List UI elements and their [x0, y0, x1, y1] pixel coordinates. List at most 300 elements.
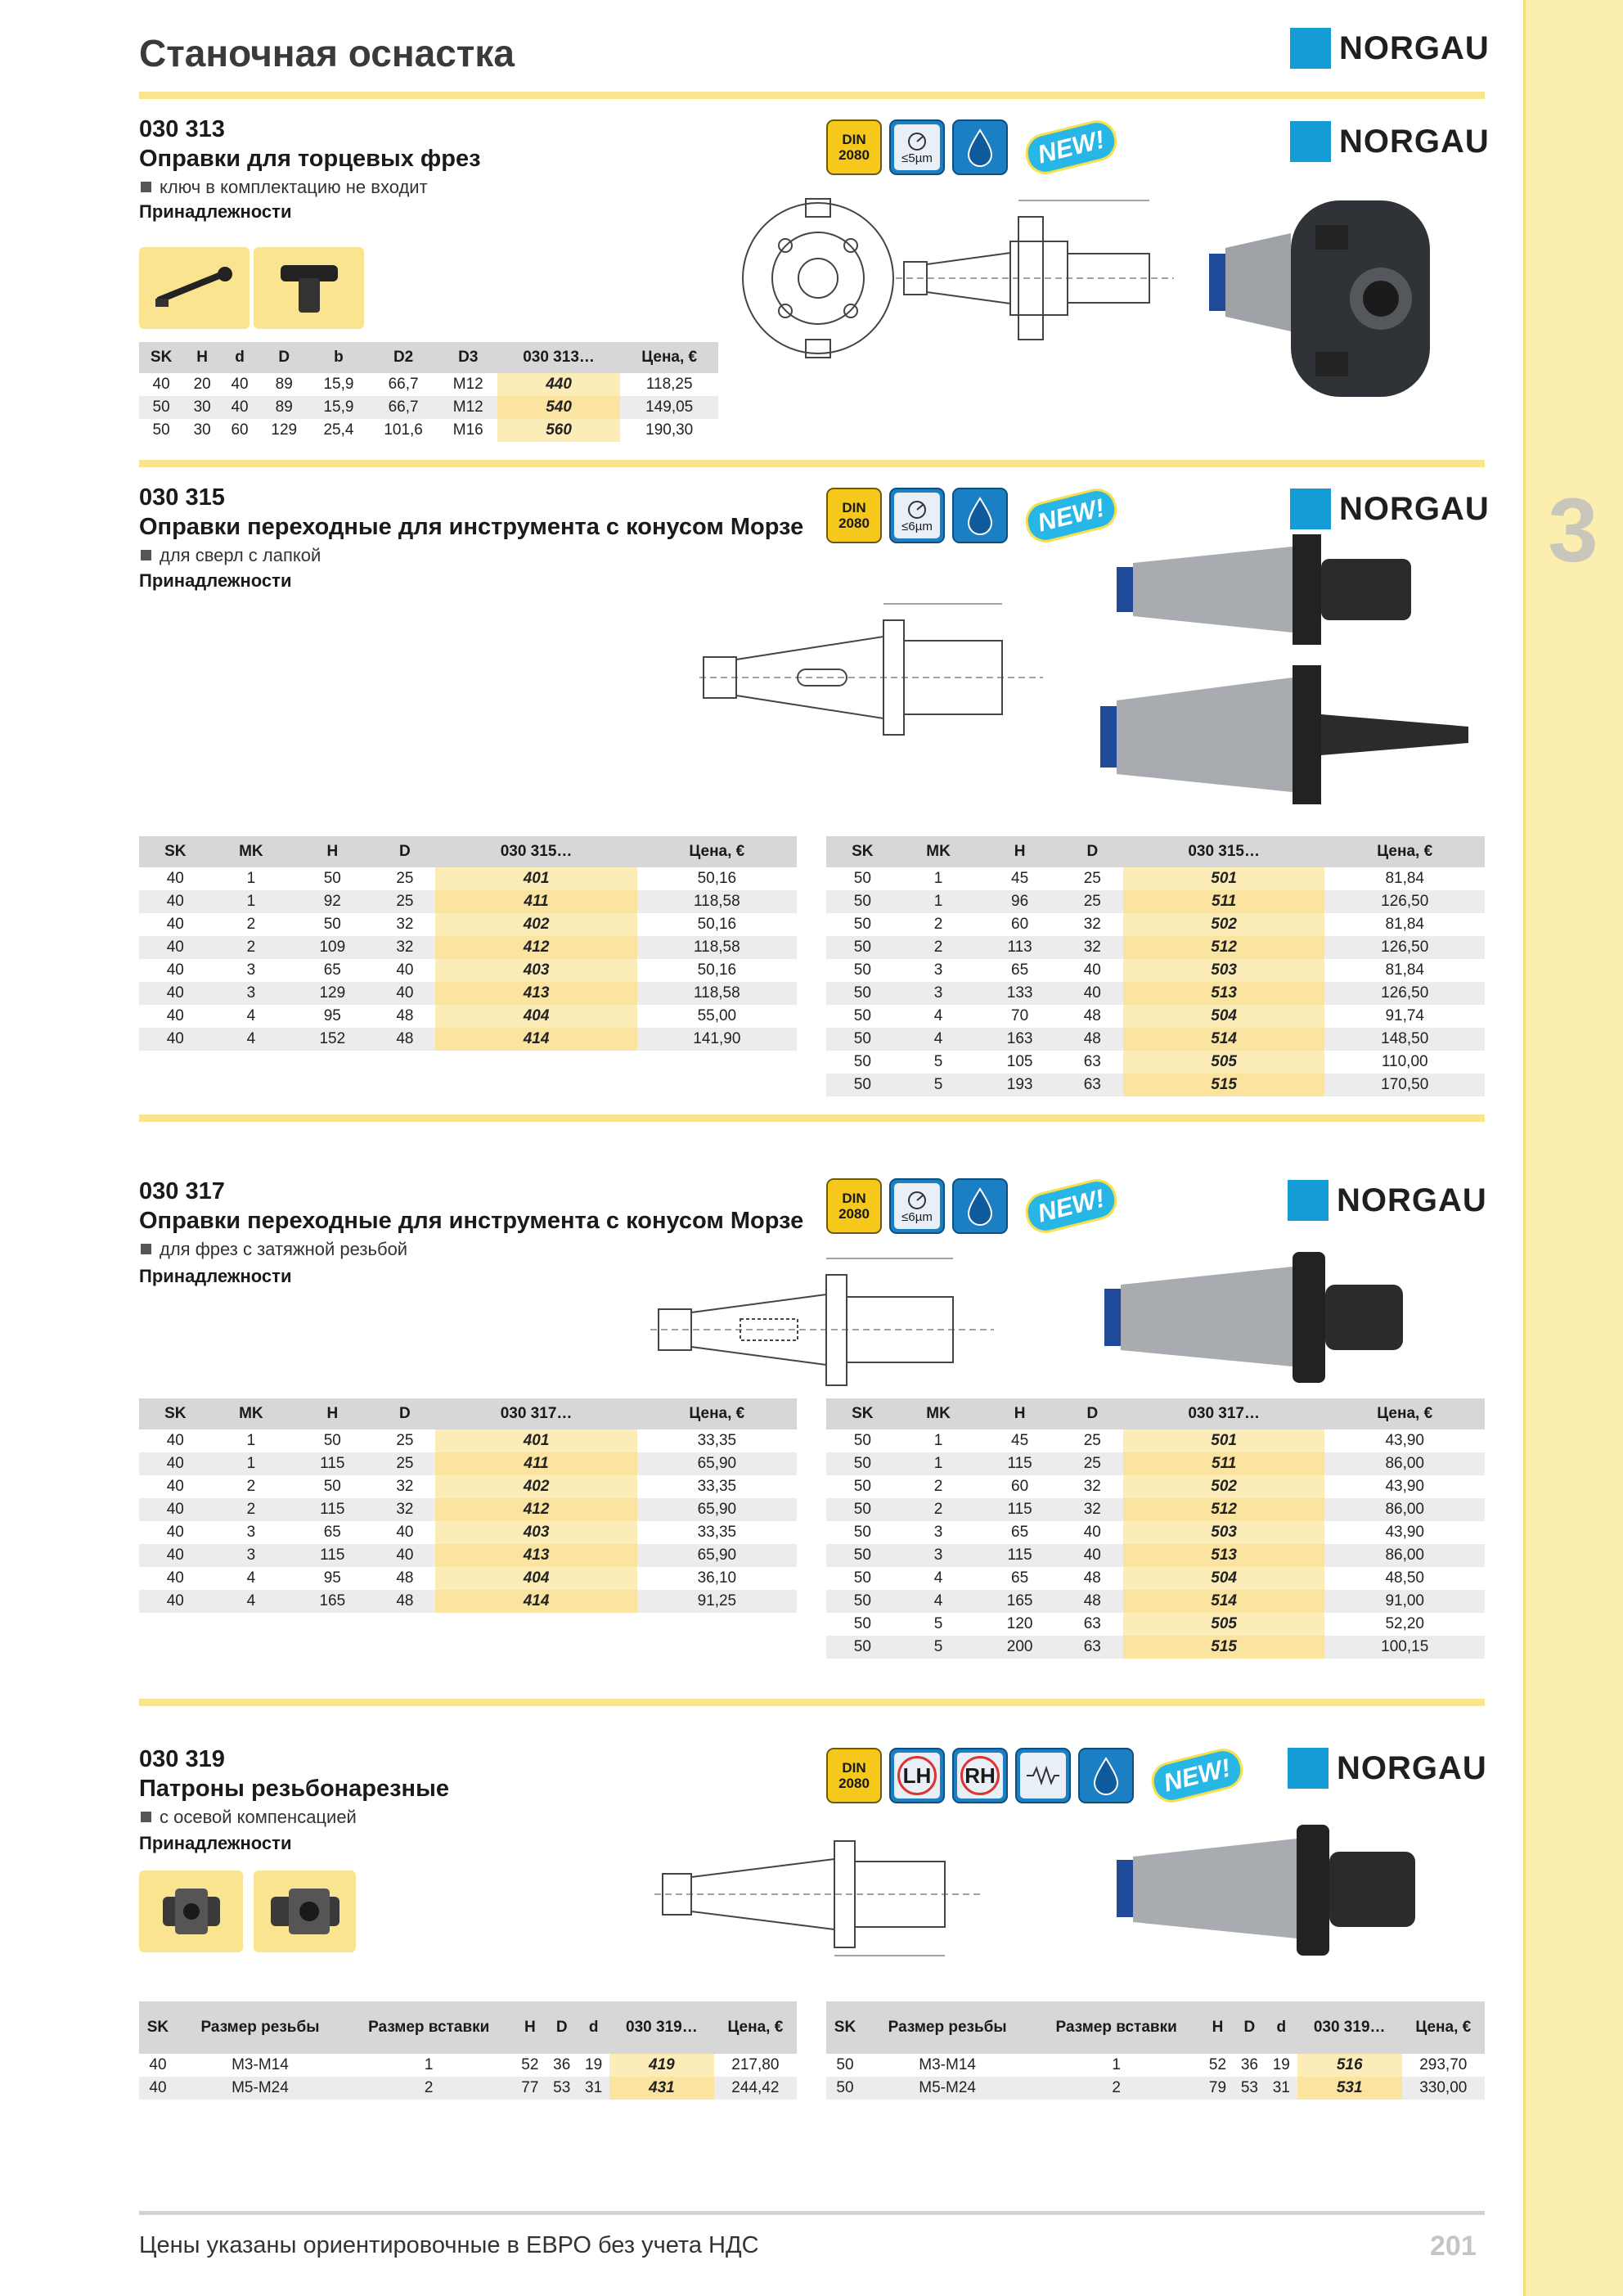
accessory-nut[interactable] [254, 247, 364, 329]
spec-table-319-sk40 [139, 2001, 797, 2100]
brand-logo: NORGAU [1290, 488, 1490, 529]
spec-table-319-sk50 [826, 2001, 1485, 2100]
table-cell: 40 [396, 1524, 414, 1541]
table-cell: 152 [290, 1028, 374, 1051]
table-cell: 32 [1083, 1478, 1101, 1495]
table-cell: 3 [899, 982, 978, 1005]
table-cell: 126,50 [1324, 936, 1485, 959]
table-cell: 50,16 [697, 870, 737, 887]
table-cell: 33,35 [697, 1524, 737, 1541]
table-cell: 170,50 [1324, 1074, 1485, 1096]
table-cell: 3 [933, 1524, 943, 1541]
table-cell: 115 [290, 1452, 374, 1475]
table-cell: 25 [1083, 1432, 1101, 1449]
table-cell: 65 [323, 1524, 341, 1541]
table-row [826, 1475, 1485, 1498]
table-cell: 2 [899, 936, 978, 959]
table-cell: 1 [899, 1452, 978, 1475]
article-code-cell: 503 [1123, 959, 1325, 982]
article-code-cell: 531 [1297, 2077, 1402, 2100]
article-code-cell: 414 [435, 1028, 636, 1051]
table-cell: 50 [853, 916, 871, 933]
table-cell: 50 [853, 961, 871, 979]
table-cell: 40 [166, 961, 184, 979]
table-cell: 40 [139, 982, 212, 1005]
table-cell: 92 [290, 890, 374, 913]
feature-badges [826, 1178, 1117, 1234]
table-cell: 63 [1083, 1053, 1101, 1070]
section-code: 030 319 [139, 1746, 225, 1772]
table-cell: 4 [246, 1007, 256, 1024]
table-cell: 86,00 [1324, 1544, 1485, 1567]
article-code-cell: 514 [1123, 1590, 1325, 1613]
brand-square-icon [1288, 1748, 1329, 1789]
table-cell: 55,00 [697, 1007, 737, 1024]
table-row [139, 1452, 797, 1475]
table-cell: 110,00 [1381, 1053, 1428, 1070]
table-cell: 40 [166, 1569, 184, 1587]
spec-table-313 [139, 342, 718, 442]
table-cell: 32 [1062, 936, 1123, 959]
table-cell: 126,50 [1324, 982, 1485, 1005]
table-cell: 115 [978, 1452, 1061, 1475]
article-code-cell: 512 [1123, 1498, 1325, 1521]
table-row [139, 1544, 797, 1567]
product-photo-317 [1092, 1244, 1411, 1391]
table-cell: 100,15 [1324, 1636, 1485, 1659]
accessory-insert-1[interactable] [139, 1871, 243, 1952]
table-cell: 1 [246, 870, 256, 887]
table-cell: 63 [1062, 1636, 1123, 1659]
table-cell: 244,42 [714, 2077, 797, 2100]
article-code-cell: 512 [1123, 936, 1325, 959]
table-row [139, 936, 797, 959]
table-cell: 48 [396, 1007, 414, 1024]
table-row [139, 1567, 797, 1590]
left-hand-icon: LH [889, 1748, 945, 1803]
table-cell: 5 [933, 1053, 943, 1070]
table-cell: 50 [323, 870, 341, 887]
table-cell: 1 [246, 1432, 256, 1449]
table-cell: 36 [553, 2056, 571, 2073]
table-cell: 4 [212, 1028, 291, 1051]
product-photo-319 [1108, 1821, 1427, 1960]
table-cell: 48 [374, 1590, 435, 1613]
article-code-cell: 403 [435, 959, 636, 982]
table-cell: 115 [978, 1544, 1061, 1567]
brand-square-icon [1288, 1180, 1329, 1221]
table-row [139, 1521, 797, 1544]
table-cell: 40 [1062, 1544, 1123, 1567]
table-cell: 2 [899, 1498, 978, 1521]
new-badge: NEW! [1148, 1745, 1247, 1807]
table-cell: 52,20 [1385, 1615, 1424, 1632]
table-row [826, 1521, 1485, 1544]
table-cell: 50 [826, 1028, 899, 1051]
article-code-cell: 505 [1123, 1613, 1325, 1636]
table-cell: 40 [139, 1590, 212, 1613]
table-cell: 50 [826, 1590, 899, 1613]
article-code-cell: 515 [1123, 1636, 1325, 1659]
table-row [139, 959, 797, 982]
table-cell: 19 [585, 2056, 603, 2073]
accessory-key[interactable] [139, 247, 250, 329]
article-code-cell: 402 [435, 913, 636, 936]
table-row [826, 913, 1485, 936]
table-cell: 141,90 [637, 1028, 797, 1051]
table-cell: 43,90 [1385, 1524, 1424, 1541]
table-cell: 109 [290, 936, 374, 959]
footer-note: Цены указаны ориентировочные в ЕВРО без учета НДС [139, 2232, 759, 2258]
table-cell: 45 [1011, 1432, 1029, 1449]
table-cell: 48 [1062, 1028, 1123, 1051]
spec-table-315-sk50 [826, 836, 1485, 1096]
table-header: SK MK H D 030 317… Цена, € [139, 1398, 797, 1429]
table-cell: 3 [933, 961, 943, 979]
article-code-cell: 431 [609, 2077, 714, 2100]
section-title: Патроны резьбонарезные [139, 1776, 449, 1802]
table-row [826, 959, 1485, 982]
table-cell: 118,58 [637, 936, 797, 959]
table-cell: 50 [826, 1452, 899, 1475]
table-cell: 2 [212, 936, 291, 959]
accessories-label: Принадлежности [139, 201, 292, 222]
table-cell: 4 [246, 1569, 256, 1587]
table-cell: M3-M14 [232, 2056, 289, 2073]
table-cell: 5 [899, 1636, 978, 1659]
section-code: 030 315 [139, 484, 225, 511]
table-cell: 2 [246, 916, 256, 933]
tolerance-icon: ≤6µm [889, 488, 945, 543]
table-cell: 2 [933, 916, 943, 933]
table-cell: 115 [290, 1498, 374, 1521]
table-cell: 25 [374, 890, 435, 913]
table-cell: 40 [139, 1028, 212, 1051]
table-cell: 91,74 [1385, 1007, 1424, 1024]
table-cell: 60 [1011, 916, 1029, 933]
section-title: Оправки переходные для инструмента с конусом Морзе [139, 514, 804, 540]
table-cell: 148,50 [1324, 1028, 1485, 1051]
article-code-cell: 401 [435, 867, 636, 890]
table-row [826, 1028, 1485, 1051]
article-code-cell: 403 [435, 1521, 636, 1544]
accessory-insert-2[interactable] [254, 1871, 356, 1952]
article-code-cell: 404 [435, 1005, 636, 1028]
table-row [826, 1498, 1485, 1521]
table-cell: 50 [853, 1007, 871, 1024]
table-cell: 293,70 [1419, 2056, 1468, 2073]
tnut-icon [272, 255, 346, 321]
table-cell: 32 [374, 936, 435, 959]
table-cell: 32 [1062, 1498, 1123, 1521]
divider [139, 1699, 1485, 1706]
table-cell: 2 [933, 1478, 943, 1495]
table-cell: 25 [374, 1452, 435, 1475]
table-cell: 165 [978, 1590, 1061, 1613]
table-row [826, 867, 1485, 890]
article-code-cell: 504 [1123, 1567, 1325, 1590]
table-cell: 40 [166, 1478, 184, 1495]
table-cell: 3 [899, 1544, 978, 1567]
table-row [826, 1051, 1485, 1074]
table-cell: 50 [853, 1615, 871, 1632]
table-cell: 40 [139, 1498, 212, 1521]
section-code: 030 317 [139, 1178, 225, 1204]
table-cell: 50 [826, 890, 899, 913]
table-cell: 25 [396, 870, 414, 887]
table-header: SK Размер резьбы Размер вставки H D d 030 319… Цена, € [139, 2001, 797, 2054]
table-cell: 118,58 [637, 890, 797, 913]
accessories-label: Принадлежности [139, 1833, 292, 1853]
table-cell: 163 [978, 1028, 1061, 1051]
technical-drawing-317 [650, 1244, 994, 1395]
brand-logo: NORGAU [1288, 1180, 1487, 1221]
table-cell: 3 [212, 982, 291, 1005]
table-cell: 40 [139, 890, 212, 913]
table-cell: 120 [1006, 1615, 1033, 1632]
table-cell: 43,90 [1385, 1478, 1424, 1495]
din-2080-badge: DIN 2080 [826, 1748, 882, 1803]
table-cell: 65 [323, 961, 341, 979]
table-cell: 40 [396, 961, 414, 979]
table-cell: 1 [212, 1452, 291, 1475]
table-cell: 65,90 [637, 1498, 797, 1521]
article-code-cell: 504 [1123, 1005, 1325, 1028]
article-code-cell: 402 [435, 1475, 636, 1498]
table-cell: 40 [166, 1432, 184, 1449]
table-cell: 40 [1083, 1524, 1101, 1541]
article-code-cell: 414 [435, 1590, 636, 1613]
table-cell: 52 [1208, 2056, 1227, 2073]
table-cell: 5 [899, 1074, 978, 1096]
table-cell: 1 [1112, 2056, 1121, 2073]
right-hand-icon: RH [952, 1748, 1008, 1803]
section-title: Оправки переходные для инструмента с конусом Морзе [139, 1208, 804, 1234]
brand-square-icon [1290, 488, 1331, 529]
table-row [826, 1452, 1485, 1475]
table-cell: 81,84 [1385, 961, 1424, 979]
divider [139, 92, 1485, 99]
section-title: Оправки для торцевых фрез [139, 146, 481, 172]
table-row [826, 1074, 1485, 1096]
article-code-cell: 411 [435, 1452, 636, 1475]
section-code: 030 313 [139, 116, 225, 142]
table-cell: 2 [344, 2077, 514, 2100]
table-row [139, 1475, 797, 1498]
section-note: ключ в комплектацию не входит [141, 177, 428, 198]
table-cell: 95 [323, 1007, 341, 1024]
table-cell: 1 [212, 890, 291, 913]
table-row [826, 1636, 1485, 1659]
table-cell: 48 [1062, 1590, 1123, 1613]
brand-logo-header: NORGAU [1290, 28, 1490, 69]
table-row [139, 890, 797, 913]
table-row [826, 982, 1485, 1005]
table-row [826, 1613, 1485, 1636]
article-code-cell: 513 [1123, 1544, 1325, 1567]
table-cell: 95 [323, 1569, 341, 1587]
table-cell: 5 [933, 1615, 943, 1632]
table-cell: 65 [1011, 961, 1029, 979]
table-cell: 40 [139, 1452, 212, 1475]
table-cell: 77 [514, 2077, 546, 2100]
article-code-cell: 513 [1123, 982, 1325, 1005]
table-cell: 31 [578, 2077, 609, 2100]
footer-divider [139, 2211, 1485, 2215]
table-cell: 31 [1266, 2077, 1297, 2100]
tap-insert-icon [155, 1879, 228, 1944]
article-code-cell: 404 [435, 1567, 636, 1590]
table-row [139, 1590, 797, 1613]
table-cell: 113 [978, 936, 1061, 959]
din-2080-badge: DIN 2080 [826, 1178, 882, 1234]
table-header: SK MK H D 030 317… Цена, € [826, 1398, 1485, 1429]
tolerance-icon: ≤6µm [889, 1178, 945, 1234]
article-code-cell: 502 [1123, 913, 1325, 936]
din-2080-badge: DIN 2080 [826, 119, 882, 175]
table-cell: 1 [933, 870, 943, 887]
table-cell: 50 [323, 1432, 341, 1449]
table-cell: 48,50 [1385, 1569, 1424, 1587]
table-cell: 32 [396, 1478, 414, 1495]
section-note: для фрез с затяжной резьбой [141, 1239, 407, 1260]
table-cell: 1 [899, 890, 978, 913]
table-cell: 4 [899, 1028, 978, 1051]
table-header: SK Размер резьбы Размер вставки H D d 030 319… Цена, € [826, 2001, 1485, 2054]
article-code-cell: 413 [435, 1544, 636, 1567]
table-cell: 48 [374, 1028, 435, 1051]
table-cell: 50 [826, 936, 899, 959]
feature-badges [826, 488, 1117, 543]
article-code-cell: 501 [1123, 867, 1325, 890]
table-cell: 133 [978, 982, 1061, 1005]
table-cell: 48 [396, 1569, 414, 1587]
table-row [826, 890, 1485, 913]
new-badge: NEW! [1022, 116, 1121, 178]
table-cell: 32 [1083, 916, 1101, 933]
table-cell: 25 [396, 1432, 414, 1449]
table-cell: 40 [166, 870, 184, 887]
table-cell: 53 [546, 2077, 578, 2100]
table-row [826, 2077, 1485, 2100]
chapter-number: 3 [1548, 480, 1598, 581]
table-cell: 50,16 [697, 916, 737, 933]
table-cell: 25 [1062, 890, 1123, 913]
divider [139, 460, 1485, 467]
table-cell: M3-M14 [919, 2056, 976, 2073]
table-row [826, 1005, 1485, 1028]
table-cell: 65 [1011, 1569, 1029, 1587]
coolant-drop-icon [952, 119, 1008, 175]
table-cell: 4 [933, 1569, 943, 1587]
table-cell: 217,80 [731, 2056, 780, 2073]
table-cell: 32 [374, 1498, 435, 1521]
table-cell: 81,84 [1385, 870, 1424, 887]
table-cell: 48 [1083, 1569, 1101, 1587]
table-cell: 43,90 [1385, 1432, 1424, 1449]
article-code-cell: 412 [435, 936, 636, 959]
table-cell: 19 [1272, 2056, 1290, 2073]
table-cell: 25 [1062, 1452, 1123, 1475]
table-row [139, 1498, 797, 1521]
spec-table-317-sk50 [826, 1398, 1485, 1659]
page-number: 201 [1430, 2231, 1477, 2262]
table-cell: 200 [978, 1636, 1061, 1659]
table-cell: 25 [1083, 870, 1101, 887]
table-cell: 50 [826, 2077, 864, 2100]
table-cell: 40 [139, 1544, 212, 1567]
table-cell: 50 [853, 1478, 871, 1495]
brand-square-icon [1290, 28, 1331, 69]
table-cell: 33,35 [697, 1478, 737, 1495]
table-cell: 105 [1006, 1053, 1033, 1070]
table-cell: 40 [139, 2077, 177, 2100]
table-cell: 3 [246, 1524, 256, 1541]
divider [139, 1114, 1485, 1122]
table-cell: 165 [290, 1590, 374, 1613]
din-2080-badge: DIN 2080 [826, 488, 882, 543]
table-cell: 32 [396, 916, 414, 933]
table-cell: 3 [212, 1544, 291, 1567]
table-cell: 40 [374, 982, 435, 1005]
table-header: SK MK H D 030 315… Цена, € [826, 836, 1485, 867]
table-cell: 1 [933, 1432, 943, 1449]
table-cell: M5-M24 [177, 2077, 344, 2100]
table-row [826, 1590, 1485, 1613]
article-code-cell: 515 [1123, 1074, 1325, 1096]
table-cell: 50 [826, 1636, 899, 1659]
wrench-icon [146, 259, 244, 317]
brand-logo: NORGAU [1288, 1748, 1487, 1789]
new-badge: NEW! [1022, 1175, 1121, 1237]
table-cell: 50 [853, 870, 871, 887]
spec-table-317-sk40 [139, 1398, 797, 1613]
table-cell: 50 [323, 916, 341, 933]
table-cell: 63 [1062, 1074, 1123, 1096]
axial-compensation-icon [1015, 1748, 1071, 1803]
table-row [139, 1028, 797, 1051]
feature-badges [826, 119, 1117, 175]
table-cell: 50 [826, 982, 899, 1005]
table-cell: 50 [323, 1478, 341, 1495]
table-row: 40 20 40 89 15,9 66,7 M12 440 118,25 [139, 373, 718, 396]
table-cell: 63 [1083, 1615, 1101, 1632]
table-cell: 81,84 [1385, 916, 1424, 933]
product-photo-313 [1193, 184, 1471, 421]
table-row [826, 1567, 1485, 1590]
page-title: Станочная оснастка [139, 32, 515, 74]
spec-table-315-sk40 [139, 836, 797, 1051]
article-code-cell: 401 [435, 1429, 636, 1452]
table-cell: 50 [826, 1544, 899, 1567]
accessories-label: Принадлежности [139, 570, 292, 591]
accessories-label: Принадлежности [139, 1266, 292, 1286]
table-cell: 50 [826, 1074, 899, 1096]
table-cell: 60 [1011, 1478, 1029, 1495]
table-row [139, 2077, 797, 2100]
table-cell: 2 [246, 1478, 256, 1495]
table-cell: 118,58 [637, 982, 797, 1005]
table-row [139, 982, 797, 1005]
table-row [139, 867, 797, 890]
technical-drawing-313 [740, 184, 1182, 372]
table-cell: 40 [1083, 961, 1101, 979]
table-cell: 40 [166, 916, 184, 933]
coolant-drop-icon [952, 488, 1008, 543]
article-code-cell: 516 [1297, 2054, 1402, 2077]
table-cell: 86,00 [1324, 1498, 1485, 1521]
table-cell: 50,16 [697, 961, 737, 979]
